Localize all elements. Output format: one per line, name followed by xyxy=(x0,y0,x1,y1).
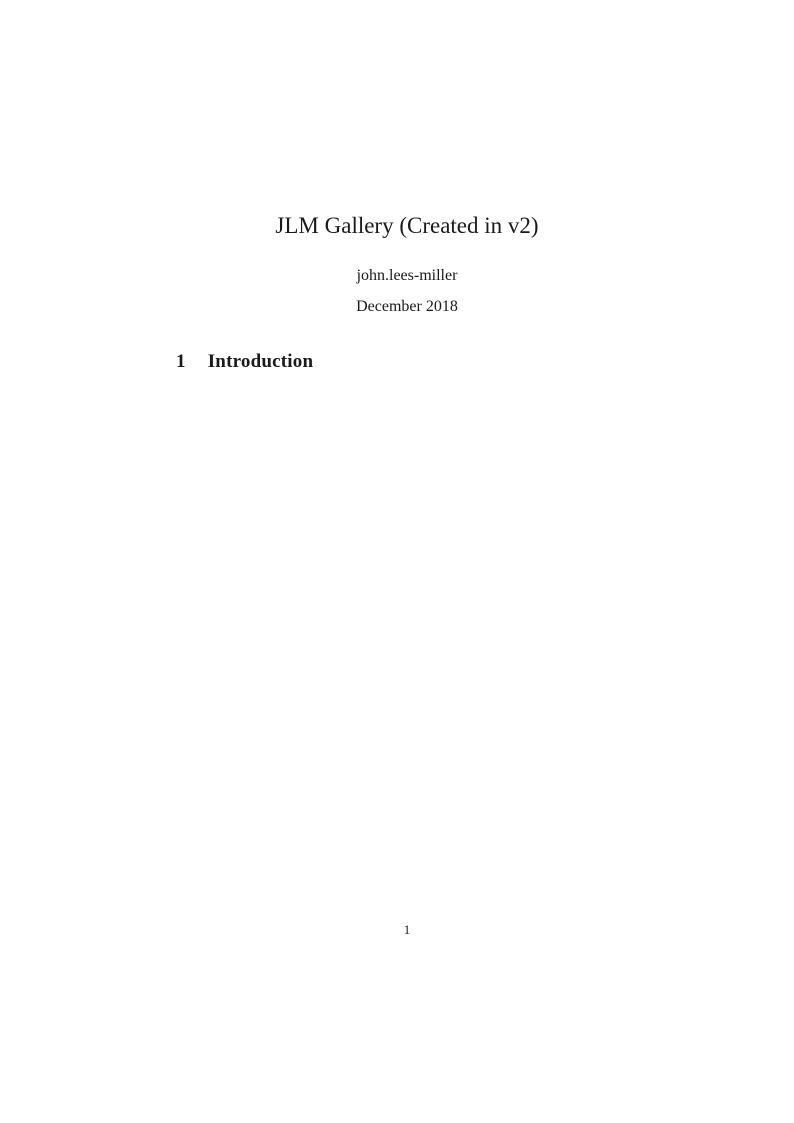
section-heading xyxy=(176,351,313,374)
section-number: 1 xyxy=(176,351,186,372)
document-date: December 2018 xyxy=(356,298,458,315)
document-author: john.lees-miller xyxy=(356,267,458,284)
section-title: Introduction xyxy=(207,351,314,372)
document-title: JLM Gallery (Created in v2) xyxy=(275,213,539,238)
page-number: 1 xyxy=(403,922,411,937)
